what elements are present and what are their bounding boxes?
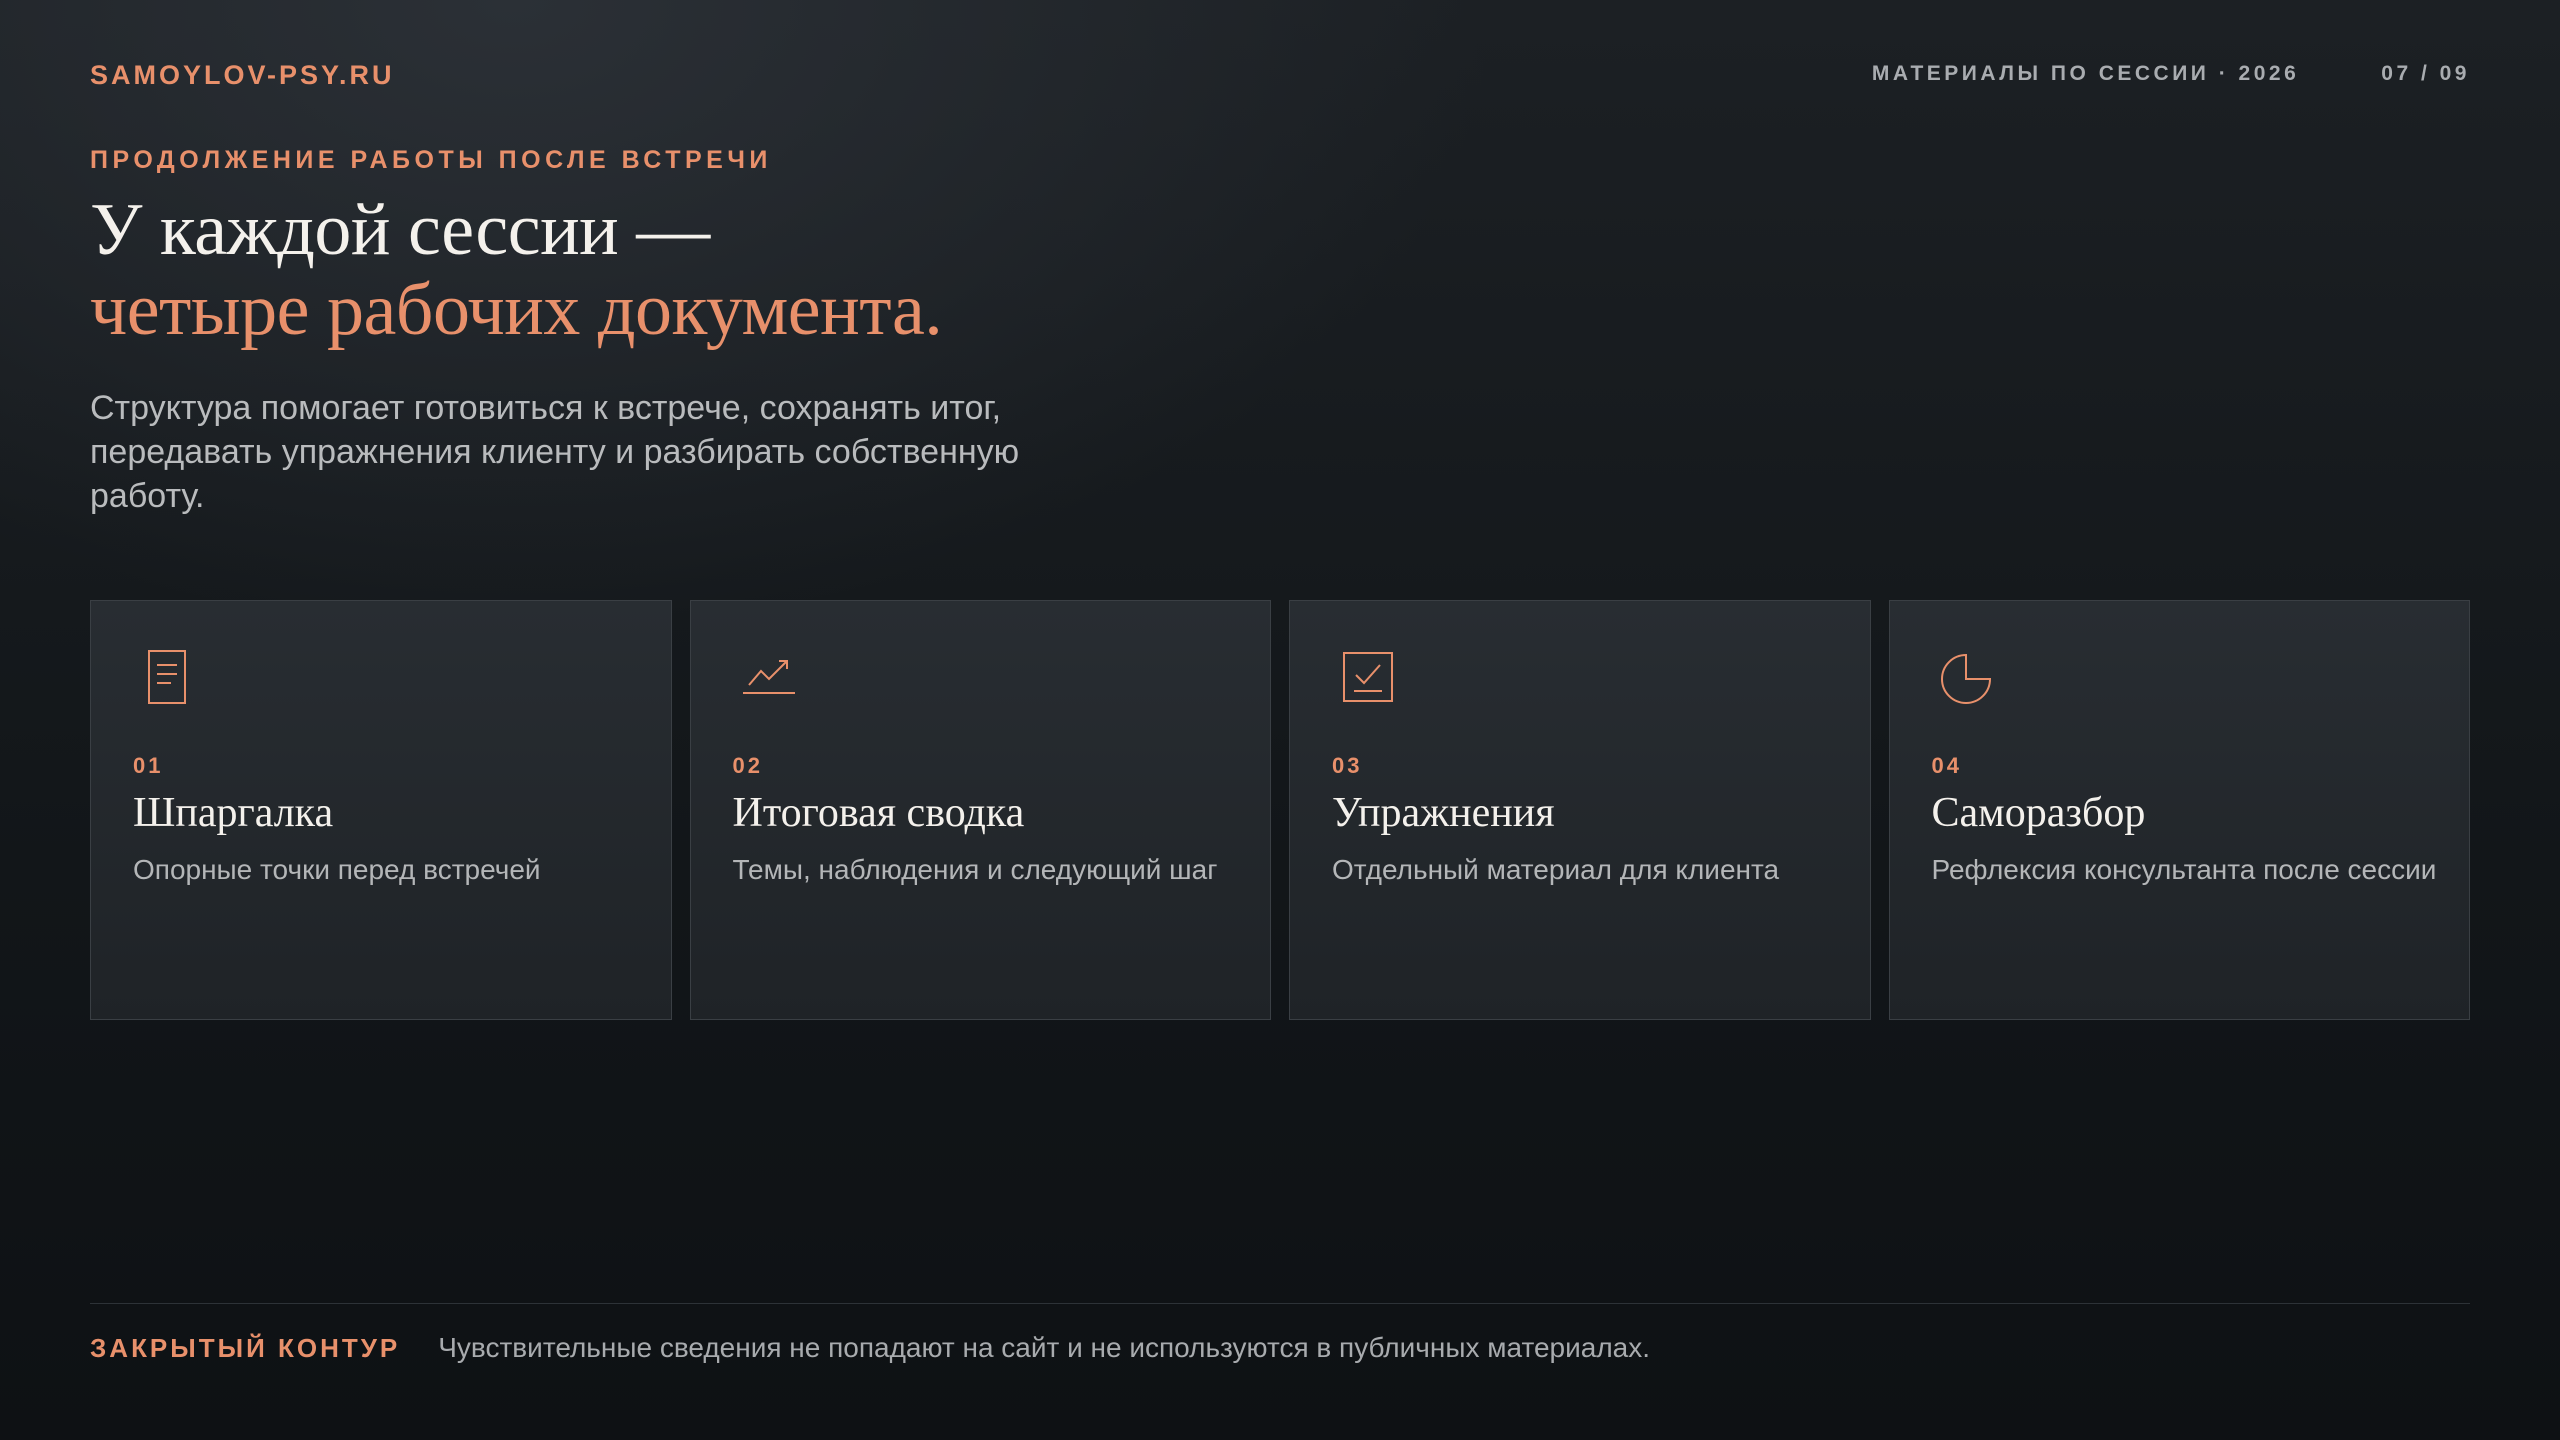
footer	[90, 1332, 1650, 1364]
card-description: Темы, наблюдения и следующий шаг	[732, 854, 1218, 885]
document-icon	[141, 647, 197, 707]
footer-tag: ЗАКРЫТЫЙ КОНТУР	[90, 1333, 401, 1363]
card-exercises	[1289, 600, 1871, 1020]
line-chart-icon	[741, 647, 797, 707]
card-summary	[690, 600, 1272, 1020]
checkbox-icon	[1340, 647, 1396, 707]
card-description: Опорные точки перед встречей	[133, 854, 541, 885]
card-self-review	[1889, 600, 2471, 1020]
document-cards	[90, 600, 2470, 1020]
card-number: 02	[732, 753, 763, 778]
card-description: Отдельный материал для клиента	[1332, 854, 1780, 885]
page-counter: 07 / 09	[2381, 62, 2470, 85]
page-title	[90, 190, 942, 350]
brand-logo[interactable]: SAMOYLOV-PSY.RU	[90, 60, 395, 90]
card-title: Упражнения	[1332, 790, 1555, 836]
card-title: Саморазбор	[1931, 790, 2146, 836]
header-meta	[1872, 62, 2470, 86]
session-materials-label: МАТЕРИАЛЫ ПО СЕССИИ · 2026	[1871, 62, 2300, 85]
card-number: 04	[1931, 753, 1962, 778]
title-line-2: четыре рабочих документа.	[90, 269, 943, 351]
card-description: Рефлексия консультанта после сессии	[1931, 854, 2437, 885]
card-title: Итоговая сводка	[732, 790, 1025, 836]
footer-note: Чувствительные сведения не попадают на сайт и не используются в публичных материалах.	[438, 1332, 1651, 1363]
title-line-1: У каждой сессии —	[90, 189, 710, 271]
card-cheatsheet	[90, 600, 672, 1020]
section-eyebrow: ПРОДОЛЖЕНИЕ РАБОТЫ ПОСЛЕ ВСТРЕЧИ	[90, 146, 772, 174]
card-title: Шпаргалка	[133, 790, 334, 836]
lead-paragraph: Структура помогает готовиться к встрече, сохранять итог, передавать упражнения клиенту и разбирать собственную работу.	[90, 389, 1020, 515]
footer-divider	[90, 1303, 2470, 1304]
card-number: 03	[1332, 753, 1363, 778]
pie-chart-icon	[1940, 647, 1996, 707]
card-number: 01	[133, 753, 164, 778]
